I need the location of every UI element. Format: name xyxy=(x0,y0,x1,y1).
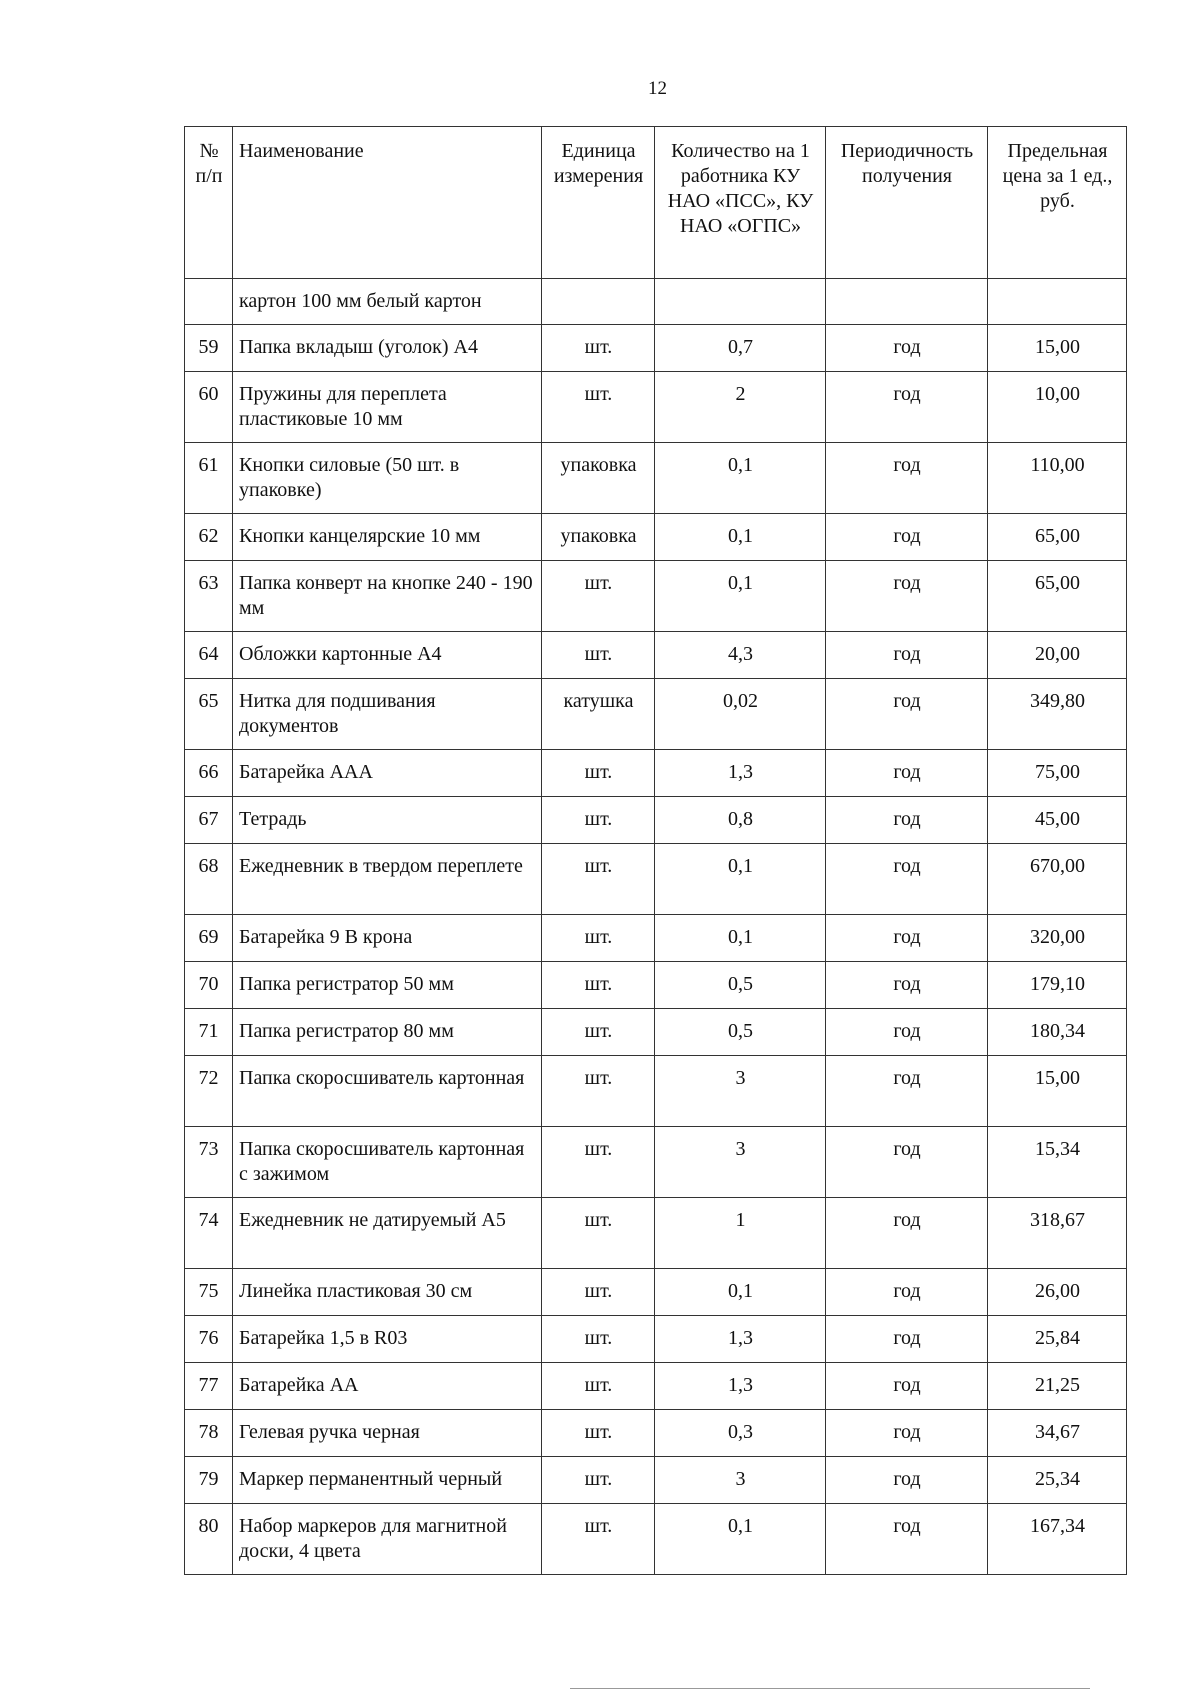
cell-qty: 0,8 xyxy=(655,797,826,844)
cell-price: 20,00 xyxy=(988,632,1127,679)
cell-price: 318,67 xyxy=(988,1198,1127,1269)
cell-name: Батарейка 1,5 в R03 xyxy=(233,1316,542,1363)
cell-name: Тетрадь xyxy=(233,797,542,844)
cell-num: 73 xyxy=(185,1127,233,1198)
cell-num: 64 xyxy=(185,632,233,679)
header-period: Периодичность получения xyxy=(826,127,988,279)
cell-period: год xyxy=(826,962,988,1009)
cell-unit: шт. xyxy=(542,1504,655,1575)
cell-qty: 0,1 xyxy=(655,844,826,915)
cell-price: 15,00 xyxy=(988,325,1127,372)
cell-name: Обложки картонные А4 xyxy=(233,632,542,679)
cell-name: Папка регистратор 80 мм xyxy=(233,1009,542,1056)
cell-name: Линейка пластиковая 30 см xyxy=(233,1269,542,1316)
cell-period: год xyxy=(826,915,988,962)
table-row xyxy=(185,561,1127,632)
cell-num: 59 xyxy=(185,325,233,372)
cell-qty: 0,1 xyxy=(655,1504,826,1575)
table-row xyxy=(185,1363,1127,1410)
cell-unit: упаковка xyxy=(542,443,655,514)
cell-price: 179,10 xyxy=(988,962,1127,1009)
cell-qty: 0,1 xyxy=(655,514,826,561)
cell-name: Папка вкладыш (уголок) А4 xyxy=(233,325,542,372)
cell-period: год xyxy=(826,1269,988,1316)
continuation-row xyxy=(185,279,1127,325)
table-row xyxy=(185,1009,1127,1056)
cell-period: год xyxy=(826,1009,988,1056)
cell-unit: шт. xyxy=(542,1457,655,1504)
cell-num xyxy=(185,279,233,325)
cell-name: Батарейка 9 В крона xyxy=(233,915,542,962)
cell-qty: 2 xyxy=(655,372,826,443)
cell-qty: 1,3 xyxy=(655,750,826,797)
cell-price: 65,00 xyxy=(988,514,1127,561)
cell-price: 45,00 xyxy=(988,797,1127,844)
cell-period: год xyxy=(826,632,988,679)
cell-unit xyxy=(542,279,655,325)
cell-num: 74 xyxy=(185,1198,233,1269)
table-row xyxy=(185,1504,1127,1575)
cell-unit: шт. xyxy=(542,1127,655,1198)
table-row xyxy=(185,325,1127,372)
cell-qty: 0,1 xyxy=(655,1269,826,1316)
cell-period: год xyxy=(826,1127,988,1198)
cell-num: 65 xyxy=(185,679,233,750)
cell-price: 15,34 xyxy=(988,1127,1127,1198)
cell-qty: 1,3 xyxy=(655,1363,826,1410)
cell-period: год xyxy=(826,561,988,632)
cell-price: 75,00 xyxy=(988,750,1127,797)
cell-price: 167,34 xyxy=(988,1504,1127,1575)
cell-period: год xyxy=(826,1410,988,1457)
cell-price: 21,25 xyxy=(988,1363,1127,1410)
cell-name: Папка скоросшиватель картонная с зажимом xyxy=(233,1127,542,1198)
cell-name: Батарейка ААА xyxy=(233,750,542,797)
table-row xyxy=(185,1198,1127,1269)
cell-qty: 0,1 xyxy=(655,561,826,632)
header-price: Предельная цена за 1 ед., руб. xyxy=(988,127,1127,279)
page-number: 12 xyxy=(648,78,667,99)
cell-name: Набор маркеров для магнитной доски, 4 цвета xyxy=(233,1504,542,1575)
cell-qty: 0,5 xyxy=(655,1009,826,1056)
cell-unit: катушка xyxy=(542,679,655,750)
cell-num: 76 xyxy=(185,1316,233,1363)
cell-period: год xyxy=(826,1056,988,1127)
cell-price: 25,34 xyxy=(988,1457,1127,1504)
cell-qty: 1 xyxy=(655,1198,826,1269)
cell-unit: шт. xyxy=(542,915,655,962)
cell-num: 70 xyxy=(185,962,233,1009)
cell-period: год xyxy=(826,514,988,561)
cell-unit: шт. xyxy=(542,1316,655,1363)
cell-name: картон 100 мм белый картон xyxy=(233,279,542,325)
cell-num: 77 xyxy=(185,1363,233,1410)
cell-price xyxy=(988,279,1127,325)
cell-name: Нитка для подшивания документов xyxy=(233,679,542,750)
header-num: № п/п xyxy=(185,127,233,279)
cell-period: год xyxy=(826,1504,988,1575)
cell-unit: шт. xyxy=(542,561,655,632)
cell-num: 61 xyxy=(185,443,233,514)
cell-name: Папка регистратор 50 мм xyxy=(233,962,542,1009)
table-row xyxy=(185,1410,1127,1457)
cell-period: год xyxy=(826,1198,988,1269)
cell-price: 110,00 xyxy=(988,443,1127,514)
cell-qty: 3 xyxy=(655,1056,826,1127)
cell-qty: 4,3 xyxy=(655,632,826,679)
cell-price: 10,00 xyxy=(988,372,1127,443)
cell-qty: 0,1 xyxy=(655,443,826,514)
cell-unit: шт. xyxy=(542,1009,655,1056)
cell-qty: 0,7 xyxy=(655,325,826,372)
cell-period xyxy=(826,279,988,325)
cell-period: год xyxy=(826,679,988,750)
cell-name: Маркер перманентный черный xyxy=(233,1457,542,1504)
cell-num: 71 xyxy=(185,1009,233,1056)
cell-period: год xyxy=(826,844,988,915)
cell-name: Папка скоросшиватель картонная xyxy=(233,1056,542,1127)
cell-period: год xyxy=(826,325,988,372)
cell-period: год xyxy=(826,1363,988,1410)
cell-qty: 0,5 xyxy=(655,962,826,1009)
cell-num: 79 xyxy=(185,1457,233,1504)
cell-qty: 1,3 xyxy=(655,1316,826,1363)
cell-name: Гелевая ручка черная xyxy=(233,1410,542,1457)
cell-qty xyxy=(655,279,826,325)
cell-period: год xyxy=(826,1316,988,1363)
cell-price: 15,00 xyxy=(988,1056,1127,1127)
table-row xyxy=(185,797,1127,844)
header-name: Наименование xyxy=(233,127,542,279)
cell-period: год xyxy=(826,797,988,844)
cell-num: 78 xyxy=(185,1410,233,1457)
header-qty: Количество на 1 работника КУ НАО «ПСС», КУ НАО «ОГПС» xyxy=(655,127,826,279)
cell-unit: шт. xyxy=(542,1410,655,1457)
cell-qty: 0,3 xyxy=(655,1410,826,1457)
cell-name: Кнопки канцелярские 10 мм xyxy=(233,514,542,561)
table-row xyxy=(185,679,1127,750)
table-row xyxy=(185,915,1127,962)
cell-num: 80 xyxy=(185,1504,233,1575)
cell-name: Ежедневник не датируемый А5 xyxy=(233,1198,542,1269)
cell-num: 67 xyxy=(185,797,233,844)
cell-period: год xyxy=(826,372,988,443)
cell-name: Папка конверт на кнопке 240 - 190 мм xyxy=(233,561,542,632)
cell-unit: шт. xyxy=(542,372,655,443)
cell-num: 72 xyxy=(185,1056,233,1127)
table-row xyxy=(185,1316,1127,1363)
cell-price: 34,67 xyxy=(988,1410,1127,1457)
cell-period: год xyxy=(826,1457,988,1504)
cell-num: 66 xyxy=(185,750,233,797)
cell-name: Батарейка АА xyxy=(233,1363,542,1410)
cell-unit: шт. xyxy=(542,1269,655,1316)
cell-unit: шт. xyxy=(542,1363,655,1410)
table-row xyxy=(185,514,1127,561)
cell-num: 63 xyxy=(185,561,233,632)
cell-price: 65,00 xyxy=(988,561,1127,632)
cell-qty: 0,02 xyxy=(655,679,826,750)
footer-rule xyxy=(570,1688,1090,1689)
cell-qty: 3 xyxy=(655,1127,826,1198)
cell-num: 62 xyxy=(185,514,233,561)
cell-name: Кнопки силовые (50 шт. в упаковке) xyxy=(233,443,542,514)
cell-price: 180,34 xyxy=(988,1009,1127,1056)
cell-num: 60 xyxy=(185,372,233,443)
cell-unit: шт. xyxy=(542,750,655,797)
table-row xyxy=(185,750,1127,797)
cell-name: Ежедневник в твердом переплете xyxy=(233,844,542,915)
table-header-row xyxy=(185,127,1127,279)
cell-price: 26,00 xyxy=(988,1269,1127,1316)
cell-num: 75 xyxy=(185,1269,233,1316)
supply-norms-table xyxy=(184,126,1127,1575)
cell-unit: шт. xyxy=(542,1198,655,1269)
cell-period: год xyxy=(826,443,988,514)
table-row xyxy=(185,372,1127,443)
cell-unit: шт. xyxy=(542,797,655,844)
cell-price: 25,84 xyxy=(988,1316,1127,1363)
table-row xyxy=(185,1457,1127,1504)
cell-unit: шт. xyxy=(542,1056,655,1127)
cell-num: 69 xyxy=(185,915,233,962)
cell-unit: шт. xyxy=(542,962,655,1009)
table-row xyxy=(185,844,1127,915)
table-row xyxy=(185,632,1127,679)
cell-num: 68 xyxy=(185,844,233,915)
header-unit: Единица измерения xyxy=(542,127,655,279)
cell-name: Пружины для переплета пластиковые 10 мм xyxy=(233,372,542,443)
cell-period: год xyxy=(826,750,988,797)
table-row xyxy=(185,443,1127,514)
cell-unit: шт. xyxy=(542,632,655,679)
cell-unit: шт. xyxy=(542,325,655,372)
table-row xyxy=(185,1056,1127,1127)
cell-unit: упаковка xyxy=(542,514,655,561)
cell-qty: 3 xyxy=(655,1457,826,1504)
table-row xyxy=(185,1269,1127,1316)
table-row xyxy=(185,1127,1127,1198)
cell-unit: шт. xyxy=(542,844,655,915)
cell-price: 349,80 xyxy=(988,679,1127,750)
table-row xyxy=(185,962,1127,1009)
cell-price: 320,00 xyxy=(988,915,1127,962)
cell-price: 670,00 xyxy=(988,844,1127,915)
cell-qty: 0,1 xyxy=(655,915,826,962)
